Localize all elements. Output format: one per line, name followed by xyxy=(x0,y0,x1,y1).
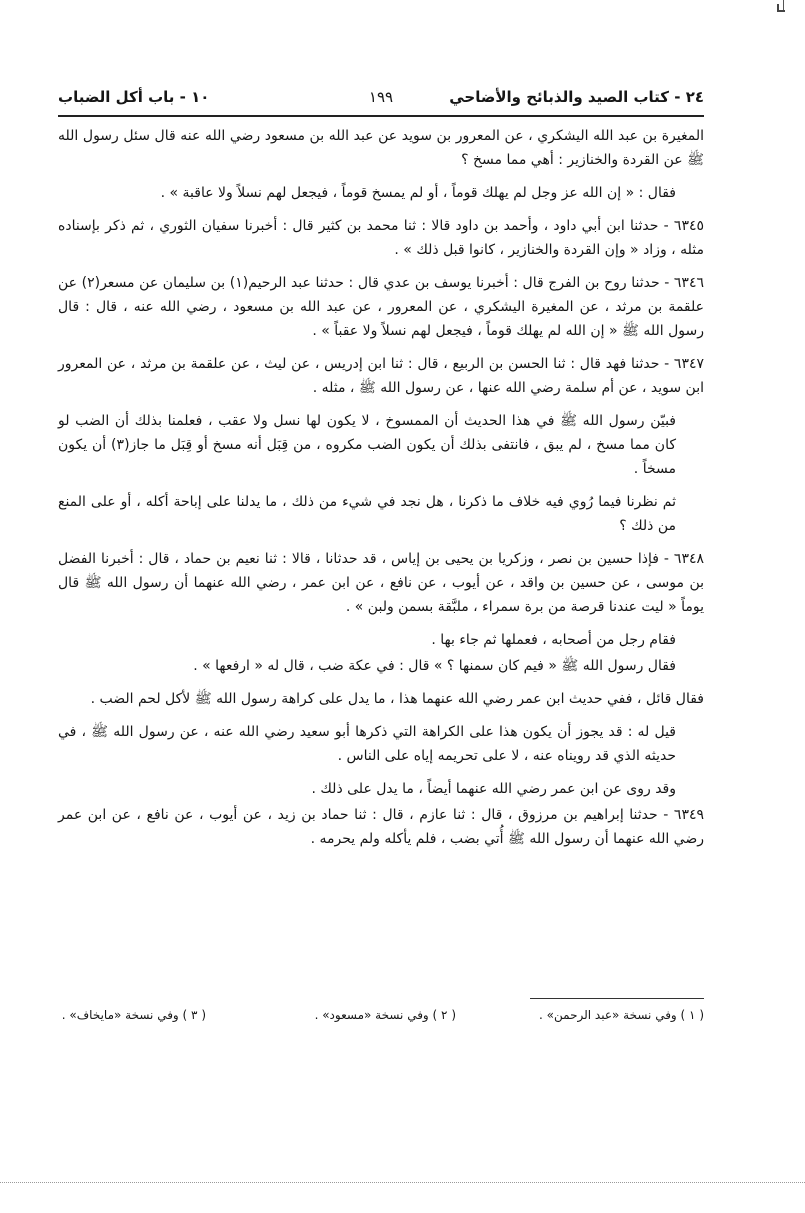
paragraph-prophet-asked: فقال رسول الله ﷺ « فيم كان سمنها ؟ » قال : في عكة ضب ، قال له « ارفعها » . xyxy=(193,658,676,674)
main-text xyxy=(58,124,704,860)
scan-bottom-edge xyxy=(0,1182,805,1183)
running-header xyxy=(58,88,704,114)
footnote-rule xyxy=(530,998,704,999)
hadith-6349: ٦٣٤٩ - حدثنا إبراهيم بن مرزوق ، قال : ثنا عازم ، قال : ثنا حماد بن زيد ، عن أيوب ، عن نافع ، عن ابن عمر رضي الله عنهما أن رسول الله ﷺ أُتي بضب ، فلم يأكله ولم يحرمه . xyxy=(58,807,704,847)
paragraph-2: فقال : « إن الله عز وجل لم يهلك قوماً ، أو لم يمسخ قوماً ، فيجعل لهم نسلاً ولا عاقبة » . xyxy=(160,185,676,201)
hadith-6346: ٦٣٤٦ - حدثنا روح بن الفرج قال : أخبرنا يوسف بن عدي قال : حدثنا عبد الرحيم(١) بن سليمان عن مسعر(٢) عن علقمة بن مرثد ، عن المغيرة اليشكري ، عن المعرور ، عن عبد الله بن مسعود ، رضي الله عنه ، قال : قال رسول الله ﷺ « إن الله لم يهلك قوماً ، فيجعل لهم نسلاً ولا عقباً » . xyxy=(58,275,704,339)
paragraph-commentary-1: فبيّن رسول الله ﷺ في هذا الحديث أن الممسوخ ، لا يكون لها نسل ولا عقب ، فعلمنا بذلك أن الضب لو كان مما مسخ ، لم يبق ، فانتفى بذلك أن يكون الضب مكروه ، من قِبَل أنه مسخ أو قِبَل ما جاز(٣) أن يكون مسخاً . xyxy=(58,413,676,477)
book-title: ٢٤ - كتاب الصيد والذبائح والأضاحي xyxy=(449,88,704,106)
footnote-1: ( ١ ) وفي نسخة «عبد الرحمن» . xyxy=(539,1008,704,1022)
page-number: ١٩٩ xyxy=(368,88,394,106)
paragraph-objection: فقال قائل ، ففي حديث ابن عمر رضي الله عنهما هذا ، ما يدل على كراهة رسول الله ﷺ لأكل لحم الضب . xyxy=(90,691,704,707)
paragraph-also-narrated: وقد روى عن ابن عمر رضي الله عنهما أيضاً ، ما يدل على ذلك . xyxy=(311,781,676,797)
hadith-6347: ٦٣٤٧ - حدثنا فهد قال : ثنا الحسن بن الربيع ، قال : ثنا ابن إدريس ، عن ليث ، عن علقمة بن مرثد ، عن المعرور ابن سويد ، عن أم سلمة رضي الله عنها ، عن رسول الله ﷺ ، مثله . xyxy=(58,356,704,396)
footnotes xyxy=(58,1008,704,1034)
chapter-title: ١٠ - باب أكل الضباب xyxy=(58,88,210,106)
paragraph-reply: قيل له : قد يجوز أن يكون هذا على الكراهة التي ذكرها أبو سعيد رضي الله عنه ، عن رسول الله ﷺ ، في حديثه الذي قد رويناه عنه ، لا على تحريمه إياه على الناس . xyxy=(58,724,676,764)
paragraph-1: المغيرة بن عبد الله اليشكري ، عن المعرور بن سويد عن عبد الله بن مسعود رضي الله عنه قال سئل رسول الله ﷺ عن القردة والخنازير : أهي مما مسخ ؟ xyxy=(58,128,704,168)
hadith-6345: ٦٣٤٥ - حدثنا ابن أبي داود ، وأحمد بن داود قالا : ثنا محمد بن كثير قال : أخبرنا سفيان الثوري ، ثم ذكر بإسناده مثله ، وزاد « وإن القردة والخنازير ، كانوا قبل ذلك » . xyxy=(58,218,704,258)
footnote-2: ( ٢ ) وفي نسخة «مسعود» . xyxy=(314,1008,456,1022)
scan-corner-tick xyxy=(777,4,785,12)
hadith-6348: ٦٣٤٨ - فإذا حسين بن نصر ، وزكريا بن يحيى بن إياس ، قد حدثانا ، قالا : ثنا نعيم بن حماد ، قال : أخبرنا الفضل بن موسى ، عن حسين بن واقد ، عن أيوب ، عن نافع ، عن ابن عمر ، رضي الله عنهما أن رسول الله ﷺ قال يوماً « ليت عندنا قرصة من برة سمراء ، ملبَّقة بسمن ولبن » . xyxy=(58,551,704,615)
header-rule xyxy=(58,115,704,117)
footnote-3: ( ٣ ) وفي نسخة «مايخاف» . xyxy=(61,1008,206,1022)
paragraph-commentary-2: ثم نظرنا فيما رُوي فيه خلاف ما ذكرنا ، هل نجد في شيء من ذلك ، ما يدلنا على إباحة أكله ، أو على المنع من ذلك ؟ xyxy=(58,494,676,534)
paragraph-man-stood: فقام رجل من أصحابه ، فعملها ثم جاء بها . xyxy=(431,632,676,648)
